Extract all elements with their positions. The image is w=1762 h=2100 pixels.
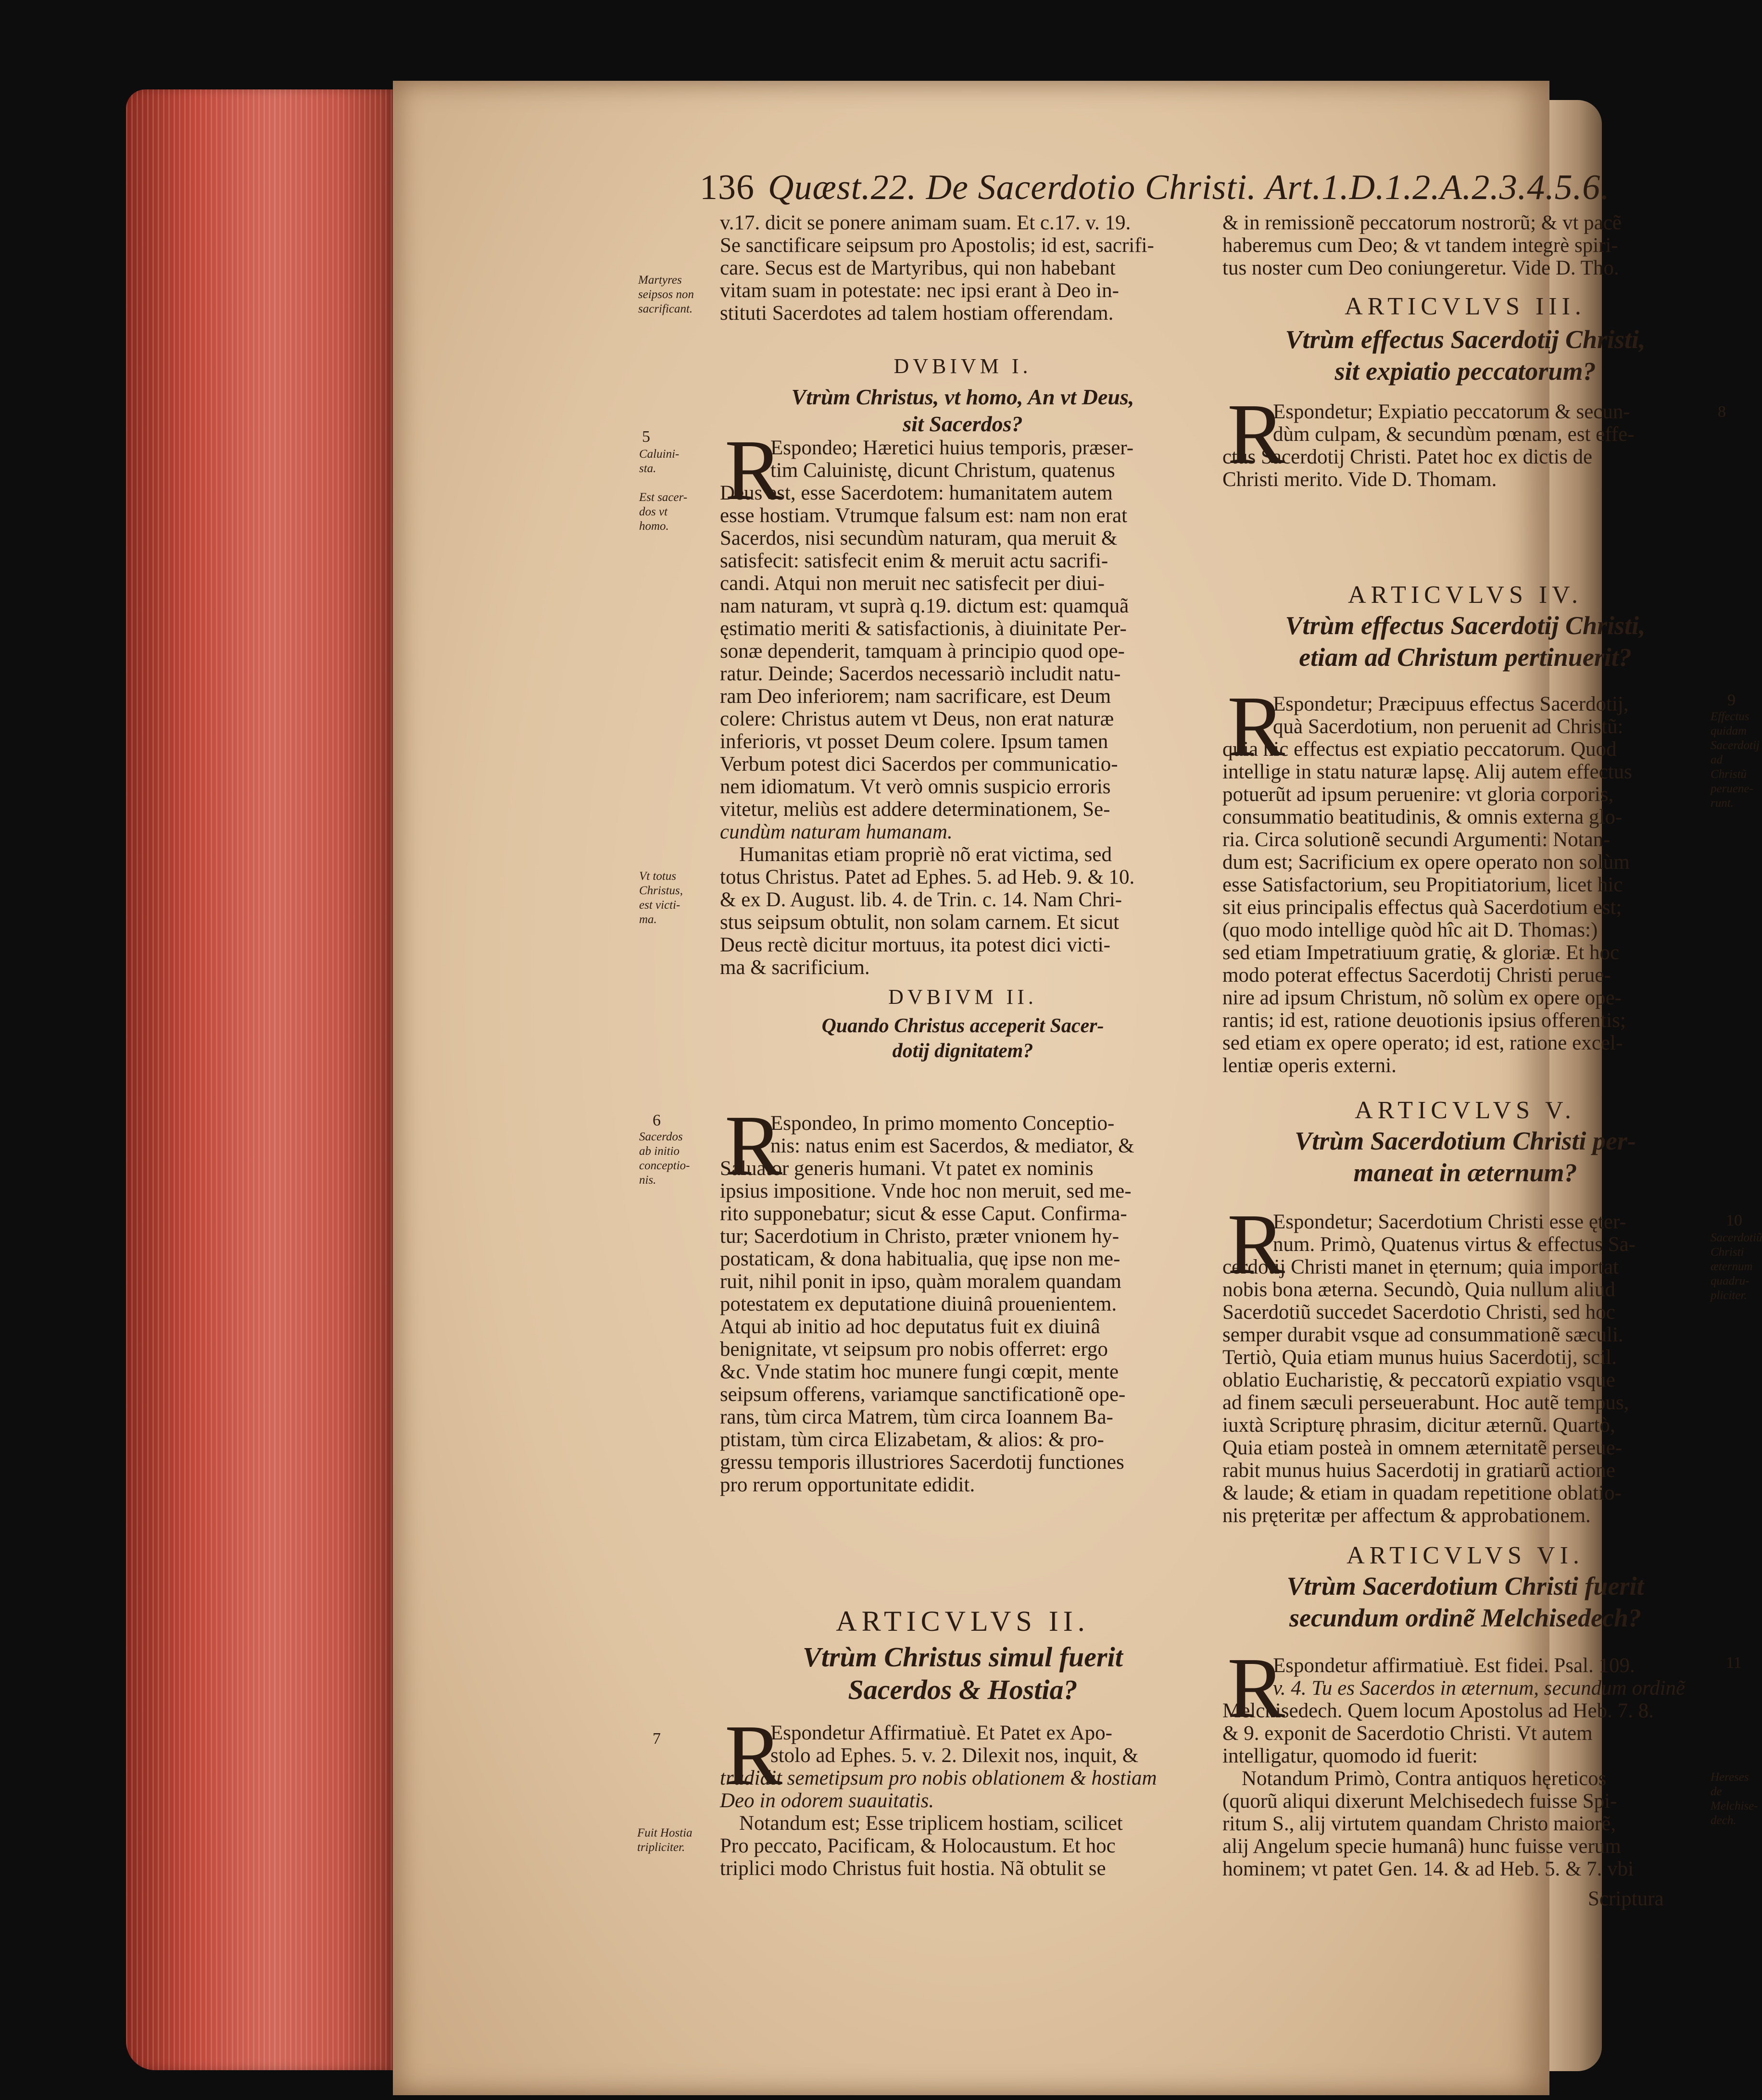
dubium-2-question: [720, 1013, 1206, 1063]
text-line: esse Satisfactorium, seu Propitiatorium, licet hic: [1222, 874, 1623, 896]
text-line: ram Deo inferiorem; nam sacrificare, est Deum: [720, 685, 1111, 708]
text-line: potuerũt ad ipsum peruenire: vt gloria corporis,: [1222, 783, 1614, 806]
question-line: Vtrùm Christus simul fuerit: [803, 1641, 1123, 1673]
margin-number-6: 6: [653, 1112, 661, 1129]
text-line: nis: natus enim est Sacerdos, & mediator, &: [770, 1135, 1134, 1157]
text-line: & in remissionẽ peccatorum nostrorũ; & vt pacẽ: [1222, 212, 1622, 234]
text-line: modo poterat effectus Sacerdotij Christi perue-: [1222, 964, 1611, 987]
text-line: ipsius impositione. Vnde hoc non meruit, sed me-: [720, 1180, 1132, 1202]
right-column-intro: [1222, 212, 1708, 279]
text-line: Notandum Primò, Contra antiquos hęreticos: [1242, 1767, 1607, 1790]
text-line: Melchisedech. Quem locum Apostolus ad Heb. 7. 8.: [1222, 1700, 1654, 1722]
text-line: Notandum est; Esse triplicem hostiam, scilicet: [739, 1812, 1123, 1835]
text-line: Christi merito. Vide D. Thomam.: [1222, 468, 1497, 491]
text-line: Tertiò, Quia etiam munus huius Sacerdotij, scil.: [1222, 1346, 1617, 1369]
text-line: stituti Sacerdotes ad talem hostiam offerendam.: [720, 302, 1114, 325]
drop-initial: R: [725, 1098, 783, 1193]
article-5-question: [1222, 1125, 1708, 1188]
question-line: etiam ad Christum pertinuerit?: [1299, 643, 1632, 672]
text-line: stolo ad Ephes. 5. v. 2. Dilexit nos, inquit, &: [770, 1744, 1139, 1767]
text-line: ad finem sæculi perseuerabunt. Hoc autẽ tempus,: [1222, 1391, 1629, 1414]
text-line: num. Primò, Quatenus virtus & effectus Sa-: [1273, 1233, 1636, 1256]
margin-note-caluinista: Caluini- sta.: [639, 448, 680, 475]
text-line: &c. Vnde statim hoc munere fungi cœpit, mente: [720, 1361, 1119, 1383]
text-line: Sacerdotiũ succedet Sacerdotio Christi, sed hoc: [1222, 1301, 1615, 1324]
page: [393, 81, 1762, 2095]
text-line: hominem; vt patet Gen. 14. & ad Heb. 5. & 7. vbi: [1222, 1858, 1634, 1880]
dubium-1-question: [720, 384, 1206, 438]
text-line: Pro peccato, Pacificam, & Holocaustum. Et hoc: [720, 1835, 1116, 1857]
text-line: rans, tùm circa Matrem, tùm circa Ioannem Ba-: [720, 1406, 1113, 1428]
text-line: stus seipsum obtulit, non solam carnem. Et sicut: [720, 911, 1120, 934]
article-5-text: [1222, 1211, 1708, 1527]
text-line: v.17. dicit se ponere animam suam. Et c.17. v. 19.: [720, 212, 1131, 234]
question-line: Vtrùm effectus Sacerdotij Christi,: [1285, 611, 1646, 640]
page-edge-stack: [126, 89, 395, 2070]
article-3-question: [1222, 324, 1708, 387]
article-2-heading: ARTICVLVS II.: [836, 1605, 1090, 1637]
article-4-question: [1222, 610, 1708, 673]
question-line: Vtrùm effectus Sacerdotij Christi,: [1285, 325, 1646, 354]
text-line: Espondetur; Expiatio peccatorum & secun-: [1273, 400, 1630, 423]
text-line: Espondetur Affirmatiuè. Et Patet ex Apo-: [770, 1722, 1112, 1744]
text-line: lentiæ operis externi.: [1222, 1054, 1397, 1077]
dubium-1-heading: DVBIVM I.: [894, 354, 1032, 378]
margin-note-effectus: Effectus quidam Sacerdotij ad Christũ peruene- runt.: [1711, 710, 1760, 810]
page-number: 136: [700, 168, 755, 207]
text-line: benignitate, vt seipsum pro nobis offerret: ergo: [720, 1338, 1108, 1361]
text-line: (quo modo intellige quòd hîc ait D. Thomas:): [1222, 919, 1598, 941]
text-line: iuxtà Scripturę phrasim, dicitur æternũ. Quartò,: [1222, 1414, 1615, 1437]
text-line: alij Angelum specie humanâ) hunc fuisse verum: [1222, 1835, 1621, 1858]
left-column-intro: [720, 212, 1206, 325]
text-line: ratur. Deinde; Sacerdos necessariò includit natu-: [720, 662, 1121, 685]
margin-note-fuit-hostia: Fuit Hostia tripliciter.: [637, 1826, 692, 1854]
question-line: Vtrùm Christus, vt homo, An vt Deus,: [791, 385, 1134, 409]
text-line: gressu temporis illustriores Sacerdotij functiones: [720, 1451, 1124, 1474]
text-line: Verbum potest dici Sacerdos per communicatio-: [720, 753, 1118, 775]
article-4-text: [1222, 693, 1708, 1077]
text-line: rito supponebatur; sicut & esse Caput. Confirma-: [720, 1202, 1127, 1225]
text-line: Quia etiam posteà in omnem æternitatẽ perseue-: [1222, 1437, 1623, 1459]
article-2-question: [720, 1641, 1206, 1706]
text-line: Saluator generis humani. Vt patet ex nominis: [720, 1157, 1094, 1180]
margin-number-11: 11: [1726, 1654, 1742, 1672]
text-line: ritum S., alij virtutem quandam Christo maiorẽ,: [1222, 1812, 1616, 1835]
question-line: Vtrùm Sacerdotium Christi fuerit: [1286, 1572, 1644, 1600]
text-line: Humanitas etiam propriè nõ erat victima, sed: [739, 843, 1112, 866]
margin-number-8: 8: [1718, 403, 1726, 421]
text-line: satisfecit: satisfecit enim & meruit actu sacrifi-: [720, 550, 1108, 572]
text-line: Deus rectè dicitur mortuus, ita potest dici victi-: [720, 934, 1111, 956]
text-line: care. Secus est de Martyribus, qui non habebant: [720, 257, 1116, 279]
text-line: ruit, nihil ponit in ipso, quàm moralem quandam: [720, 1270, 1121, 1293]
text-line: seipsum offerens, variamque sanctificationẽ ope-: [720, 1383, 1126, 1406]
question-line: Sacerdos & Hostia?: [848, 1674, 1078, 1705]
text-line: Sacerdos, nisi secundùm naturam, qua meruit &: [720, 527, 1118, 550]
question-line: Vtrùm Sacerdotium Christi per-: [1295, 1126, 1636, 1155]
text-line: v. 4. Tu es Sacerdos in æternum, secundum ordinẽ: [1273, 1677, 1686, 1700]
text-line: totus Christus. Patet ad Ephes. 5. ad Heb. 9. & 10.: [720, 866, 1135, 888]
margin-number-5: 5: [642, 428, 650, 446]
question-line: maneat in æternum?: [1353, 1158, 1577, 1187]
text-line: & laude; & etiam in quadam repetitione oblatio-: [1222, 1482, 1622, 1504]
dubium-1-text: [720, 437, 1206, 979]
text-line: Se sanctificare seipsum pro Apostolis; id est, sacrifi-: [720, 234, 1154, 257]
text-line: nire ad ipsum Christum, nõ solùm ex opere ope-: [1222, 987, 1622, 1009]
text-line: quà Sacerdotium, non peruenit ad Christũ:: [1273, 715, 1624, 738]
text-line: Espondetur; Præcipuus effectus Sacerdotij,: [1273, 693, 1629, 715]
margin-note-vt-totus: Vt totus Christus, est victi- ma.: [639, 870, 683, 926]
text-line: nobis bona æterna. Secundò, Quia nullum aliud: [1222, 1278, 1615, 1301]
article-5-heading: ARTICVLVS V.: [1355, 1097, 1576, 1124]
text-line: pro rerum opportunitate edidit.: [720, 1474, 975, 1496]
text-line: intelligatur, quomodo id fuerit:: [1222, 1745, 1478, 1767]
text-line: (quorũ aliqui dixerunt Melchisedech fuisse Spi-: [1222, 1790, 1617, 1812]
text-line: nam naturam, vt suprà q.19. dictum est: quamquã: [720, 595, 1129, 617]
catchword: Scriptura: [1588, 1888, 1664, 1910]
text-line: cundùm naturam humanam.: [720, 821, 953, 843]
margin-number-9: 9: [1727, 691, 1736, 709]
text-line: Deus est, esse Sacerdotem: humanitatem autem: [720, 482, 1113, 504]
text-line: haberemus cum Deo; & vt tandem integrè spiri-: [1222, 234, 1618, 257]
text-line: Atqui ab initio ad hoc deputatus fuit ex diuinâ: [720, 1315, 1100, 1338]
running-title: Quæst.22. De Sacerdotio Christi. Art.1.D.1.2.A.2.3.4.5.6.: [768, 168, 1610, 207]
text-line: nem idiomatum. Vt verò omnis suspicio erroris: [720, 775, 1111, 798]
text-line: & 9. exponit de Sacerdotio Christi. Vt autem: [1222, 1722, 1593, 1745]
text-line: dùm culpam, & secundùm pœnam, est effe-: [1273, 423, 1635, 446]
text-line: vitam suam in potestate: nec ipsi erant à Deo in-: [720, 279, 1119, 302]
text-line: potestatem ex deputatione diuinâ prouenientem.: [720, 1293, 1117, 1315]
text-line: triplici modo Christus fuit hostia. Nã obtulit se: [720, 1857, 1106, 1880]
text-line: tradidit semetipsum pro nobis oblationem & hostiam: [720, 1767, 1157, 1789]
text-line: ria. Circa solutionẽ secundi Argumenti: Notan-: [1222, 828, 1611, 851]
text-line: candi. Atqui non meruit nec satisfecit per diui-: [720, 572, 1105, 595]
dubium-2-heading: DVBIVM II.: [888, 985, 1037, 1009]
text-line: Espondeo; Hæretici huius temporis, præser-: [770, 437, 1134, 459]
article-4-heading: ARTICVLVS IV.: [1347, 581, 1583, 609]
question-line: Quando Christus acceperit Sacer-: [821, 1015, 1104, 1037]
text-line: ctus Sacerdotij Christi. Patet hoc ex dictis de: [1222, 446, 1593, 468]
text-line: ptistam, tùm circa Elizabetam, & alios: & pro-: [720, 1428, 1104, 1451]
text-line: Espondetur; Sacerdotium Christi esse ęter-: [1273, 1211, 1626, 1233]
text-line: sit eius principalis effectus quà Sacerdotium est;: [1222, 896, 1622, 919]
text-line: ma & sacrificium.: [720, 956, 870, 979]
article-6-text: [1222, 1640, 1708, 1880]
drop-initial: R: [1227, 386, 1285, 482]
article-2-text: [720, 1722, 1206, 1880]
margin-note-hereses: Hereses de Melchise- dech.: [1711, 1771, 1758, 1827]
text-line: Deo in odorem suauitatis.: [720, 1789, 934, 1812]
question-line: sit expiatio peccatorum?: [1334, 357, 1596, 386]
text-line: postaticam, & dona habitualia, quę ipse non me-: [720, 1248, 1120, 1270]
question-line: secundum ordinẽ Melchisedech?: [1289, 1603, 1641, 1632]
drop-initial: R: [1227, 1640, 1285, 1736]
margin-note-martyres: Martyres seipsos non sacrificant.: [638, 274, 694, 315]
text-line: cerdotij Christi manet in ęternum; quia importat: [1222, 1256, 1619, 1278]
article-3-heading: ARTICVLVS III.: [1345, 293, 1586, 320]
text-line: dum est; Sacrificium ex opere operato non solùm: [1222, 851, 1630, 874]
text-line: tur; Sacerdotium in Christo, præter vnionem hy-: [720, 1225, 1120, 1248]
text-line: tus noster cum Deo coniungeretur. Vide D. Tho.: [1222, 257, 1619, 279]
drop-initial: R: [1227, 678, 1285, 774]
margin-note-sacerdos-ab-initio: Sacerdos ab initio conceptio- nis.: [639, 1130, 690, 1187]
text-line: rabit munus huius Sacerdotij in gratiarũ actione: [1222, 1459, 1615, 1482]
text-line: esse hostiam. Vtrumque falsum est: nam non erat: [720, 504, 1128, 527]
text-line: quia hic effectus est expiatio peccatorum. Quod: [1222, 738, 1617, 761]
text-line: sed etiam ex opere operato; id est, ratione excel-: [1222, 1032, 1623, 1054]
margin-note-est-sacerdos: Est sacer- dos vt homo.: [639, 491, 688, 533]
text-line: sonæ dependerit, tamquam à principio quod ope-: [720, 640, 1125, 662]
article-3-text: [1222, 386, 1708, 491]
text-line: & ex D. August. lib. 4. de Trin. c. 14. Nam Chri-: [720, 888, 1122, 911]
text-line: Espondeo, In primo momento Conceptio-: [770, 1112, 1115, 1135]
text-line: consummatio beatitudinis, & omnis externa glo-: [1222, 806, 1623, 828]
drop-initial: R: [725, 422, 783, 518]
text-line: nis pręteritæ per affectum & approbationem.: [1222, 1504, 1591, 1527]
dubium-2-text: [720, 1098, 1206, 1496]
text-line: oblatio Eucharistię, & peccatorũ expiatio vsque: [1222, 1369, 1615, 1391]
drop-initial: R: [725, 1707, 783, 1803]
text-line: tim Caluinistę, dicunt Christum, quatenus: [770, 459, 1115, 482]
text-line: sed etiam Impetratiuum gratię, & gloriæ. Et hoc: [1222, 941, 1620, 964]
margin-number-7: 7: [653, 1730, 661, 1748]
text-line: ęstimatio meriti & satisfactionis, à diuinitate Per-: [720, 617, 1127, 640]
article-6-heading: ARTICVLVS VI.: [1347, 1542, 1584, 1569]
article-6-question: [1222, 1570, 1708, 1634]
text-line: colere: Christus autem vt Deus, non erat naturæ: [720, 708, 1114, 730]
margin-note-sacerdotium: Sacerdotiũ Christi æternum quadru- pliciter.: [1711, 1231, 1762, 1302]
text-line: inferioris, vt posset Deum colere. Ipsum tamen: [720, 730, 1108, 753]
text-line: rantis; id est, ratione deuotionis ipsius offerentis;: [1222, 1009, 1626, 1032]
text-line: vitetur, meliùs est addere determinationem, Se-: [720, 798, 1110, 821]
drop-initial: R: [1227, 1196, 1285, 1292]
question-line: dotij dignitatem?: [892, 1040, 1033, 1062]
text-line: Espondetur affirmatiuè. Est fidei. Psal. 109.: [1273, 1654, 1635, 1677]
margin-number-10: 10: [1726, 1212, 1742, 1229]
text-line: semper durabit vsque ad consummationẽ sæculi.: [1222, 1324, 1624, 1346]
book: [126, 81, 1762, 2095]
text-line: intellige in statu naturæ lapsę. Alij autem effectus: [1222, 761, 1632, 783]
question-line: sit Sacerdos?: [903, 412, 1023, 436]
